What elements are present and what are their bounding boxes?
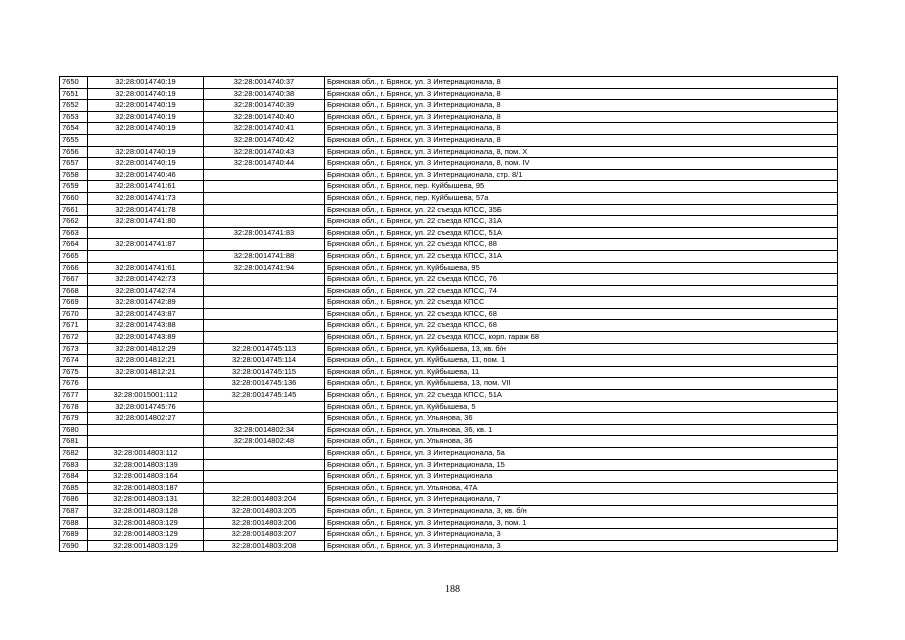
object-number-cell: 32:28:0014745:115 [204,366,325,378]
object-number-cell [204,308,325,320]
table-row [60,424,838,436]
object-number-cell: 32:28:0014740:38 [204,88,325,100]
row-number-cell: 7661 [60,204,88,216]
parcel-number-cell: 32:28:0014740:19 [88,158,204,170]
table-row [60,285,838,297]
parcel-number-cell: 32:28:0014740:19 [88,123,204,135]
object-number-cell: 32:28:0014803:208 [204,540,325,552]
object-number-cell [204,413,325,425]
address-cell: Брянская обл., г. Брянск, ул. 22 съезда КПСС, 51А [325,390,838,402]
row-number-cell: 7666 [60,262,88,274]
object-number-cell: 32:28:0014745:145 [204,390,325,402]
table-row [60,320,838,332]
parcel-number-cell: 32:28:0014803:129 [88,529,204,541]
object-number-cell [204,239,325,251]
row-number-cell: 7662 [60,216,88,228]
object-number-cell: 32:28:0014741:83 [204,227,325,239]
row-number-cell: 7659 [60,181,88,193]
parcel-number-cell [88,424,204,436]
table-row [60,540,838,552]
parcel-number-cell: 32:28:0014802:27 [88,413,204,425]
table-row [60,100,838,112]
table-row [60,111,838,123]
address-cell: Брянская обл., г. Брянск, ул. 3 Интернационала, 8 [325,100,838,112]
object-number-cell [204,297,325,309]
row-number-cell: 7652 [60,100,88,112]
object-number-cell: 32:28:0014803:207 [204,529,325,541]
table-row [60,529,838,541]
object-number-cell: 32:28:0014740:42 [204,134,325,146]
address-cell: Брянская обл., г. Брянск, пер. Куйбышева, 95 [325,181,838,193]
row-number-cell: 7670 [60,308,88,320]
parcel-number-cell: 32:28:0014740:46 [88,169,204,181]
object-number-cell [204,274,325,286]
row-number-cell: 7689 [60,529,88,541]
page-number: 188 [445,584,460,595]
address-cell: Брянская обл., г. Брянск, ул. 22 съезда КПСС [325,297,838,309]
parcel-number-cell [88,227,204,239]
object-number-cell: 32:28:0014740:44 [204,158,325,170]
table-row [60,448,838,460]
row-number-cell: 7650 [60,77,88,89]
table-row [60,262,838,274]
row-number-cell: 7654 [60,123,88,135]
table-row [60,482,838,494]
object-number-cell [204,192,325,204]
row-number-cell: 7668 [60,285,88,297]
object-number-cell [204,401,325,413]
address-cell: Брянская обл., г. Брянск, ул. 3 Интернационала, 3 [325,540,838,552]
parcel-number-cell: 32:28:0014741:78 [88,204,204,216]
parcel-number-cell: 32:28:0014742:89 [88,297,204,309]
address-cell: Брянская обл., г. Брянск, ул. 22 съезда КПСС, корп. гараж 68 [325,332,838,344]
parcel-number-cell: 32:28:0014803:187 [88,482,204,494]
row-number-cell: 7685 [60,482,88,494]
table-row [60,169,838,181]
parcel-number-cell: 32:28:0014741:87 [88,239,204,251]
row-number-cell: 7667 [60,274,88,286]
parcel-number-cell [88,250,204,262]
object-number-cell [204,181,325,193]
row-number-cell: 7687 [60,505,88,517]
address-cell: Брянская обл., г. Брянск, ул. 3 Интернационала, 8, пом. IV [325,158,838,170]
table-row [60,308,838,320]
table-row [60,459,838,471]
table-row [60,297,838,309]
parcel-number-cell: 32:28:0014743:88 [88,320,204,332]
table-row [60,146,838,158]
object-number-cell [204,448,325,460]
table-row [60,494,838,506]
table-row [60,390,838,402]
row-number-cell: 7678 [60,401,88,413]
address-cell: Брянская обл., г. Брянск, ул. 3 Интернационала, 8 [325,111,838,123]
object-number-cell: 32:28:0014745:136 [204,378,325,390]
parcel-number-cell: 32:28:0014740:19 [88,77,204,89]
address-cell: Брянская обл., г. Брянск, ул. Куйбышева, 13, кв. б/н [325,343,838,355]
object-number-cell: 32:28:0014741:88 [204,250,325,262]
parcel-number-cell: 32:28:0014812:21 [88,366,204,378]
row-number-cell: 7655 [60,134,88,146]
object-number-cell [204,471,325,483]
row-number-cell: 7673 [60,343,88,355]
row-number-cell: 7681 [60,436,88,448]
row-number-cell: 7683 [60,459,88,471]
address-cell: Брянская обл., г. Брянск, ул. 22 съезда КПСС, 51А [325,227,838,239]
registry-table-body [60,77,838,552]
object-number-cell [204,216,325,228]
object-number-cell: 32:28:0014740:39 [204,100,325,112]
address-cell: Брянская обл., г. Брянск, ул. 3 Интернационала, 5а [325,448,838,460]
table-row [60,401,838,413]
address-cell: Брянская обл., г. Брянск, ул. Ульянова, 36 [325,413,838,425]
address-cell: Брянская обл., г. Брянск, ул. 22 съезда КПСС, 68 [325,320,838,332]
object-number-cell [204,320,325,332]
row-number-cell: 7688 [60,517,88,529]
object-number-cell [204,482,325,494]
row-number-cell: 7679 [60,413,88,425]
row-number-cell: 7682 [60,448,88,460]
table-row [60,378,838,390]
address-cell: Брянская обл., г. Брянск, ул. 22 съезда КПСС, 74 [325,285,838,297]
object-number-cell [204,204,325,216]
address-cell: Брянская обл., г. Брянск, ул. Ульянова, 36 [325,436,838,448]
parcel-number-cell [88,378,204,390]
address-cell: Брянская обл., г. Брянск, ул. 3 Интернационала, 3, пом. 1 [325,517,838,529]
address-cell: Брянская обл., г. Брянск, ул. 3 Интернационала, 15 [325,459,838,471]
parcel-number-cell: 32:28:0014740:19 [88,146,204,158]
object-number-cell [204,459,325,471]
row-number-cell: 7664 [60,239,88,251]
object-number-cell [204,285,325,297]
row-number-cell: 7684 [60,471,88,483]
address-cell: Брянская обл., г. Брянск, ул. 3 Интернационала, 8 [325,77,838,89]
address-cell: Брянская обл., г. Брянск, пер. Куйбышева, 57а [325,192,838,204]
row-number-cell: 7672 [60,332,88,344]
object-number-cell: 32:28:0014802:34 [204,424,325,436]
parcel-number-cell: 32:28:0014740:19 [88,111,204,123]
object-number-cell: 32:28:0014745:113 [204,343,325,355]
parcel-number-cell: 32:28:0014803:128 [88,505,204,517]
object-number-cell: 32:28:0014741:94 [204,262,325,274]
address-cell: Брянская обл., г. Брянск, ул. Куйбышева, 11 [325,366,838,378]
address-cell: Брянская обл., г. Брянск, ул. 3 Интернационала, 3 [325,529,838,541]
table-row [60,88,838,100]
parcel-number-cell: 32:28:0014742:74 [88,285,204,297]
row-number-cell: 7680 [60,424,88,436]
object-number-cell: 32:28:0014803:206 [204,517,325,529]
parcel-number-cell: 32:28:0014743:87 [88,308,204,320]
address-cell: Брянская обл., г. Брянск, ул. 3 Интернационала [325,471,838,483]
row-number-cell: 7675 [60,366,88,378]
row-number-cell: 7656 [60,146,88,158]
address-cell: Брянская обл., г. Брянск, ул. Ульянова, 36, кв. 1 [325,424,838,436]
address-cell: Брянская обл., г. Брянск, ул. 3 Интернационала, стр. 8/1 [325,169,838,181]
row-number-cell: 7651 [60,88,88,100]
row-number-cell: 7663 [60,227,88,239]
parcel-number-cell: 32:28:0014803:131 [88,494,204,506]
row-number-cell: 7674 [60,355,88,367]
parcel-number-cell: 32:28:0014745:76 [88,401,204,413]
address-cell: Брянская обл., г. Брянск, ул. 22 съезда КПСС, 35Б [325,204,838,216]
row-number-cell: 7657 [60,158,88,170]
object-number-cell: 32:28:0014803:205 [204,505,325,517]
table-row [60,158,838,170]
parcel-number-cell: 32:28:0014742:73 [88,274,204,286]
row-number-cell: 7665 [60,250,88,262]
table-row [60,216,838,228]
address-cell: Брянская обл., г. Брянск, ул. Куйбышева, 5 [325,401,838,413]
parcel-number-cell: 32:28:0014741:80 [88,216,204,228]
table-row [60,505,838,517]
table-row [60,413,838,425]
parcel-number-cell: 32:28:0014740:19 [88,88,204,100]
address-cell: Брянская обл., г. Брянск, ул. Ульянова, 47А [325,482,838,494]
object-number-cell: 32:28:0014740:43 [204,146,325,158]
address-cell: Брянская обл., г. Брянск, ул. 3 Интернационала, 8 [325,123,838,135]
address-cell: Брянская обл., г. Брянск, ул. 22 съезда КПСС, 31А [325,250,838,262]
table-row [60,204,838,216]
table-row [60,332,838,344]
table-row [60,517,838,529]
table-row [60,239,838,251]
parcel-number-cell: 32:28:0014803:139 [88,459,204,471]
parcel-number-cell: 32:28:0014803:129 [88,540,204,552]
row-number-cell: 7677 [60,390,88,402]
parcel-number-cell: 32:28:0014803:129 [88,517,204,529]
address-cell: Брянская обл., г. Брянск, ул. 22 съезда КПСС, 76 [325,274,838,286]
object-number-cell: 32:28:0014740:37 [204,77,325,89]
object-number-cell: 32:28:0014740:41 [204,123,325,135]
table-row [60,343,838,355]
registry-table [59,76,838,552]
parcel-number-cell: 32:28:0014743:89 [88,332,204,344]
object-number-cell: 32:28:0014802:48 [204,436,325,448]
parcel-number-cell: 32:28:0014741:61 [88,262,204,274]
object-number-cell: 32:28:0014803:204 [204,494,325,506]
table-row [60,274,838,286]
address-cell: Брянская обл., г. Брянск, ул. Куйбышева, 95 [325,262,838,274]
table-row [60,355,838,367]
address-cell: Брянская обл., г. Брянск, ул. 3 Интернационала, 3, кв. б/н [325,505,838,517]
parcel-number-cell [88,134,204,146]
row-number-cell: 7658 [60,169,88,181]
table-row [60,134,838,146]
table-row [60,366,838,378]
parcel-number-cell: 32:28:0014741:73 [88,192,204,204]
table-row [60,250,838,262]
table-row [60,436,838,448]
address-cell: Брянская обл., г. Брянск, ул. Куйбышева, 11, пом. 1 [325,355,838,367]
row-number-cell: 7671 [60,320,88,332]
object-number-cell [204,332,325,344]
parcel-number-cell: 32:28:0014803:112 [88,448,204,460]
address-cell: Брянская обл., г. Брянск, ул. 3 Интернационала, 7 [325,494,838,506]
table-row [60,227,838,239]
address-cell: Брянская обл., г. Брянск, ул. 22 съезда КПСС, 68 [325,308,838,320]
row-number-cell: 7653 [60,111,88,123]
address-cell: Брянская обл., г. Брянск, ул. 22 съезда КПСС, 31А [325,216,838,228]
table-row [60,471,838,483]
row-number-cell: 7686 [60,494,88,506]
address-cell: Брянская обл., г. Брянск, ул. Куйбышева, 13, пом. VII [325,378,838,390]
row-number-cell: 7660 [60,192,88,204]
object-number-cell: 32:28:0014740:40 [204,111,325,123]
table-row [60,181,838,193]
table-row [60,192,838,204]
parcel-number-cell: 32:28:0014803:164 [88,471,204,483]
table-row [60,123,838,135]
address-cell: Брянская обл., г. Брянск, ул. 22 съезда КПСС, 88 [325,239,838,251]
parcel-number-cell: 32:28:0014812:21 [88,355,204,367]
object-number-cell [204,169,325,181]
object-number-cell: 32:28:0014745:114 [204,355,325,367]
table-row [60,77,838,89]
parcel-number-cell [88,436,204,448]
parcel-number-cell: 32:28:0014741:61 [88,181,204,193]
address-cell: Брянская обл., г. Брянск, ул. 3 Интернационала, 8, пом. X [325,146,838,158]
parcel-number-cell: 32:28:0014812:29 [88,343,204,355]
address-cell: Брянская обл., г. Брянск, ул. 3 Интернационала, 8 [325,88,838,100]
row-number-cell: 7669 [60,297,88,309]
row-number-cell: 7690 [60,540,88,552]
parcel-number-cell: 32:28:0015001:112 [88,390,204,402]
address-cell: Брянская обл., г. Брянск, ул. 3 Интернационала, 8 [325,134,838,146]
parcel-number-cell: 32:28:0014740:19 [88,100,204,112]
row-number-cell: 7676 [60,378,88,390]
